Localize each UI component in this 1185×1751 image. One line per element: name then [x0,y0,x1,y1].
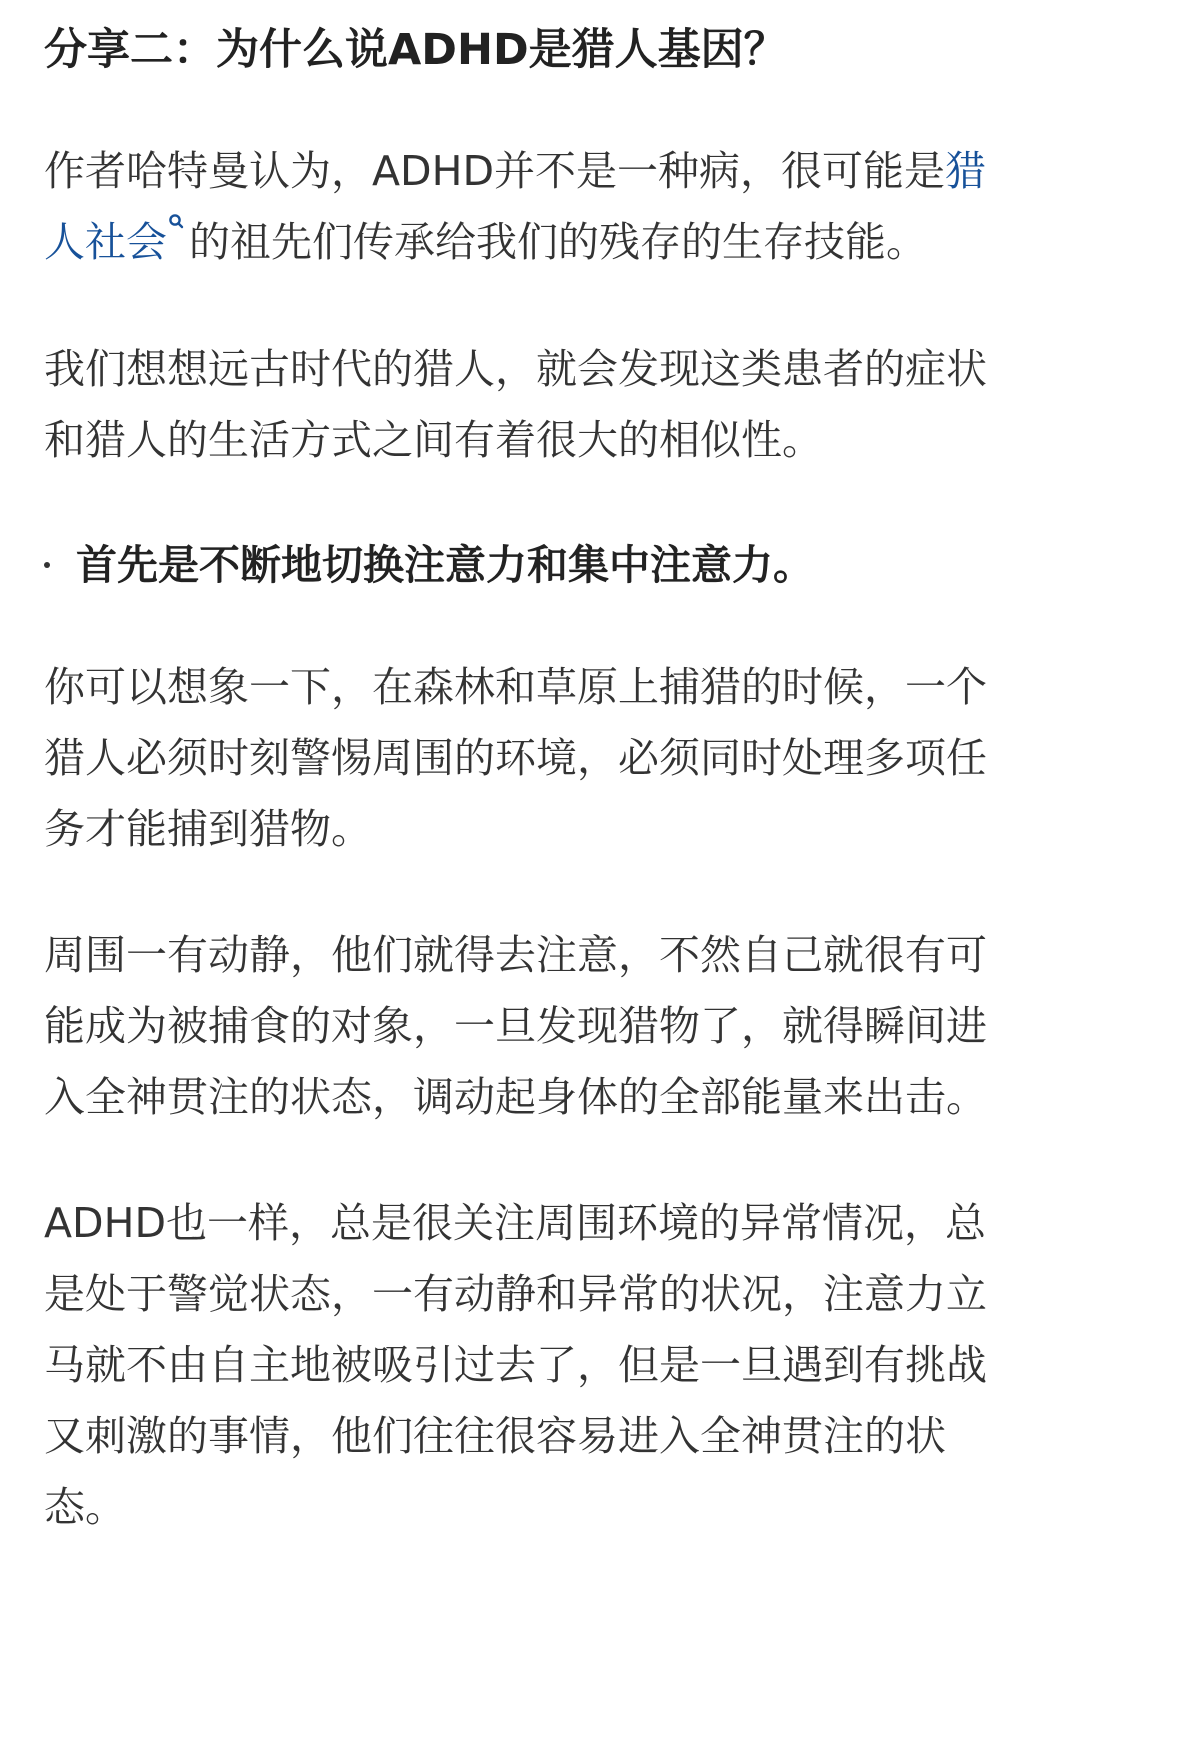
keyword-link[interactable]: 人社会 [44,218,167,266]
bullet-dot [44,562,50,568]
paragraph-line: ADHD也一样，总是很关注周围环境的异常情况，总 [44,1199,987,1247]
paragraph-1 [44,136,1144,278]
paragraph-line: 务才能捕到猎物。 [44,805,372,853]
bullet-item [44,530,1144,601]
paragraph-line [44,207,1144,278]
paragraph-line: 入全神贯注的状态，调动起身体的全部能量来出击。 [44,1073,987,1121]
paragraph-5 [44,1188,1144,1543]
paragraph-line: 又刺激的事情，他们往往很容易进入全神贯注的状 [44,1412,946,1460]
paragraph-line: 是处于警觉状态，一有动静和异常的状况，注意力立 [44,1270,987,1318]
keyword-link[interactable]: 猎 [945,147,987,195]
paragraph-line: 态。 [44,1483,126,1531]
paragraph-text: 的祖先们传承给我们的残存的生存技能。 [189,218,927,266]
paragraph-text: 作者哈特曼认为，ADHD并不是一种病，很可能是 [44,147,946,195]
paragraph-2 [44,334,1144,476]
paragraph-line: 能成为被捕食的对象，一旦发现猎物了，就得瞬间进 [44,1002,987,1050]
search-icon[interactable] [167,207,189,247]
bullet-text: 首先是不断地切换注意力和集中注意力。 [76,541,814,589]
section-heading: 分享二：为什么说ADHD是猎人基因？ [44,25,787,75]
paragraph-line: 我们想想远古时代的猎人，就会发现这类患者的症状 [44,345,987,393]
paragraph-line: 和猎人的生活方式之间有着很大的相似性。 [44,416,823,464]
paragraph-4 [44,920,1144,1133]
paragraph-line [44,136,1144,207]
paragraph-line: 猎人必须时刻警惕周围的环境，必须同时处理多项任 [44,734,987,782]
paragraph-line: 你可以想象一下，在森林和草原上捕猎的时候，一个 [44,663,987,711]
paragraph-line: 周围一有动静，他们就得去注意，不然自己就很有可 [44,931,987,979]
paragraph-line: 马就不由自主地被吸引过去了，但是一旦遇到有挑战 [44,1341,987,1389]
paragraph-3 [44,652,1144,865]
